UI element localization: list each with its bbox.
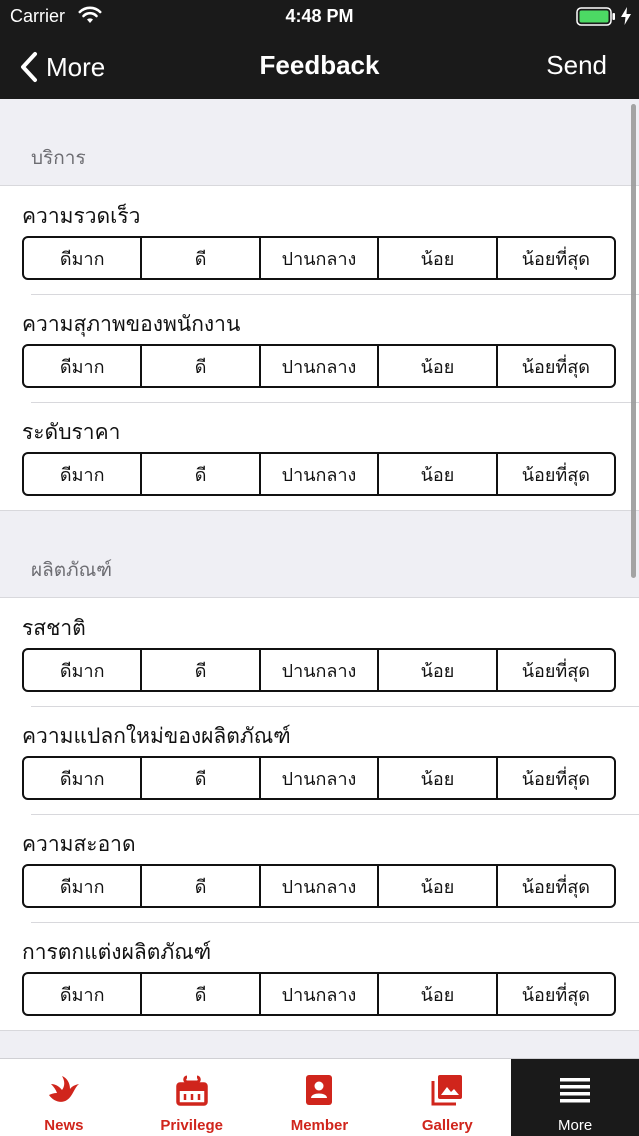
rating-segmented-control[interactable] <box>22 452 616 496</box>
rating-option-average[interactable]: ปานกลาง <box>259 454 377 494</box>
question-row <box>0 922 639 1030</box>
product-group <box>0 597 639 1031</box>
rating-option-lowest[interactable]: น้อยที่สุด <box>496 866 614 906</box>
question-label: ความสะอาด <box>22 832 136 856</box>
question-label: รสชาติ <box>22 616 86 640</box>
question-label: ความรวดเร็ว <box>22 204 141 228</box>
tab-gallery[interactable] <box>383 1059 511 1136</box>
rating-option-low[interactable]: น้อย <box>377 974 495 1014</box>
rating-option-excellent[interactable]: ดีมาก <box>59 356 105 378</box>
vertical-scrollbar[interactable] <box>631 104 636 578</box>
tab-label: Gallery <box>421 1117 473 1134</box>
rating-option-lowest[interactable]: น้อยที่สุด <box>496 974 614 1014</box>
tab-member[interactable] <box>256 1059 384 1136</box>
question-row <box>0 402 639 510</box>
rating-option-average[interactable]: ปานกลาง <box>259 346 377 386</box>
rating-option-good[interactable]: ดี <box>140 650 258 690</box>
tab-label: Privilege <box>160 1117 223 1134</box>
gift-icon <box>173 1071 211 1109</box>
section-header-service <box>0 99 639 185</box>
question-row <box>0 294 639 402</box>
rating-option-excellent[interactable]: ดีมาก <box>59 248 105 270</box>
section-header-product <box>0 511 639 597</box>
rating-option-good[interactable]: ดี <box>140 454 258 494</box>
rating-option-average[interactable]: ปานกลาง <box>259 866 377 906</box>
rating-segmented-control[interactable] <box>22 756 616 800</box>
section-title: บริการ <box>31 147 86 169</box>
tab-label: Member <box>290 1117 349 1134</box>
tab-news[interactable] <box>0 1059 128 1136</box>
section-footer-spacer <box>0 1031 639 1058</box>
rating-option-excellent[interactable]: ดีมาก <box>59 876 105 898</box>
tab-label: More <box>557 1117 593 1134</box>
rating-option-good[interactable]: ดี <box>140 866 258 906</box>
rating-option-excellent[interactable]: ดีมาก <box>59 984 105 1006</box>
carrier-label: Carrier <box>10 6 66 26</box>
tab-privilege[interactable] <box>128 1059 256 1136</box>
question-row <box>0 814 639 922</box>
rating-segmented-control[interactable] <box>22 972 616 1016</box>
status-bar <box>0 0 639 34</box>
back-button-label: More <box>46 51 106 82</box>
question-label: ระดับราคา <box>22 420 121 444</box>
rating-option-excellent[interactable]: ดีมาก <box>59 660 105 682</box>
question-row <box>0 598 639 706</box>
section-title: ผลิตภัณฑ์ <box>31 559 113 581</box>
rating-option-excellent[interactable]: ดีมาก <box>59 768 105 790</box>
question-label: ความสุภาพของพนักงาน <box>22 312 241 336</box>
rating-option-excellent[interactable]: ดีมาก <box>59 464 105 486</box>
rating-option-good[interactable]: ดี <box>140 238 258 278</box>
rating-option-lowest[interactable]: น้อยที่สุด <box>496 238 614 278</box>
service-group <box>0 185 639 511</box>
tab-label: News <box>44 1117 84 1134</box>
rating-segmented-control[interactable] <box>22 864 616 908</box>
rating-option-lowest[interactable]: น้อยที่สุด <box>496 758 614 798</box>
feedback-form[interactable] <box>0 99 639 1058</box>
rating-option-low[interactable]: น้อย <box>377 866 495 906</box>
charging-bolt-icon <box>620 6 632 26</box>
rating-option-low[interactable]: น้อย <box>377 238 495 278</box>
rating-option-low[interactable]: น้อย <box>377 346 495 386</box>
navigation-bar <box>0 34 639 99</box>
rating-option-lowest[interactable]: น้อยที่สุด <box>496 454 614 494</box>
tab-more[interactable] <box>511 1059 639 1136</box>
rating-segmented-control[interactable] <box>22 648 616 692</box>
rating-option-lowest[interactable]: น้อยที่สุด <box>496 650 614 690</box>
question-label: การตกแต่งผลิตภัณฑ์ <box>22 940 212 964</box>
rating-option-average[interactable]: ปานกลาง <box>259 650 377 690</box>
rating-option-good[interactable]: ดี <box>140 758 258 798</box>
member-card-icon <box>300 1071 338 1109</box>
rating-option-low[interactable]: น้อย <box>377 650 495 690</box>
clock-label: 4:48 PM <box>285 6 354 26</box>
rating-segmented-control[interactable] <box>22 236 616 280</box>
question-row <box>0 186 639 294</box>
page-title: Feedback <box>259 50 380 80</box>
rating-option-average[interactable]: ปานกลาง <box>259 758 377 798</box>
tab-bar <box>0 1058 639 1136</box>
battery-icon <box>576 7 616 26</box>
rating-option-low[interactable]: น้อย <box>377 758 495 798</box>
rating-option-average[interactable]: ปานกลาง <box>259 238 377 278</box>
rating-option-good[interactable]: ดี <box>140 346 258 386</box>
question-row <box>0 706 639 814</box>
rating-segmented-control[interactable] <box>22 344 616 388</box>
rating-option-good[interactable]: ดี <box>140 974 258 1014</box>
send-button[interactable]: Send <box>546 50 607 80</box>
rating-option-average[interactable]: ปานกลาง <box>259 974 377 1014</box>
rating-option-lowest[interactable]: น้อยที่สุด <box>496 346 614 386</box>
question-label: ความแปลกใหม่ของผลิตภัณฑ์ <box>22 724 291 748</box>
bird-icon <box>45 1071 83 1109</box>
rating-option-low[interactable]: น้อย <box>377 454 495 494</box>
menu-icon <box>556 1071 594 1109</box>
gallery-icon <box>428 1071 466 1109</box>
